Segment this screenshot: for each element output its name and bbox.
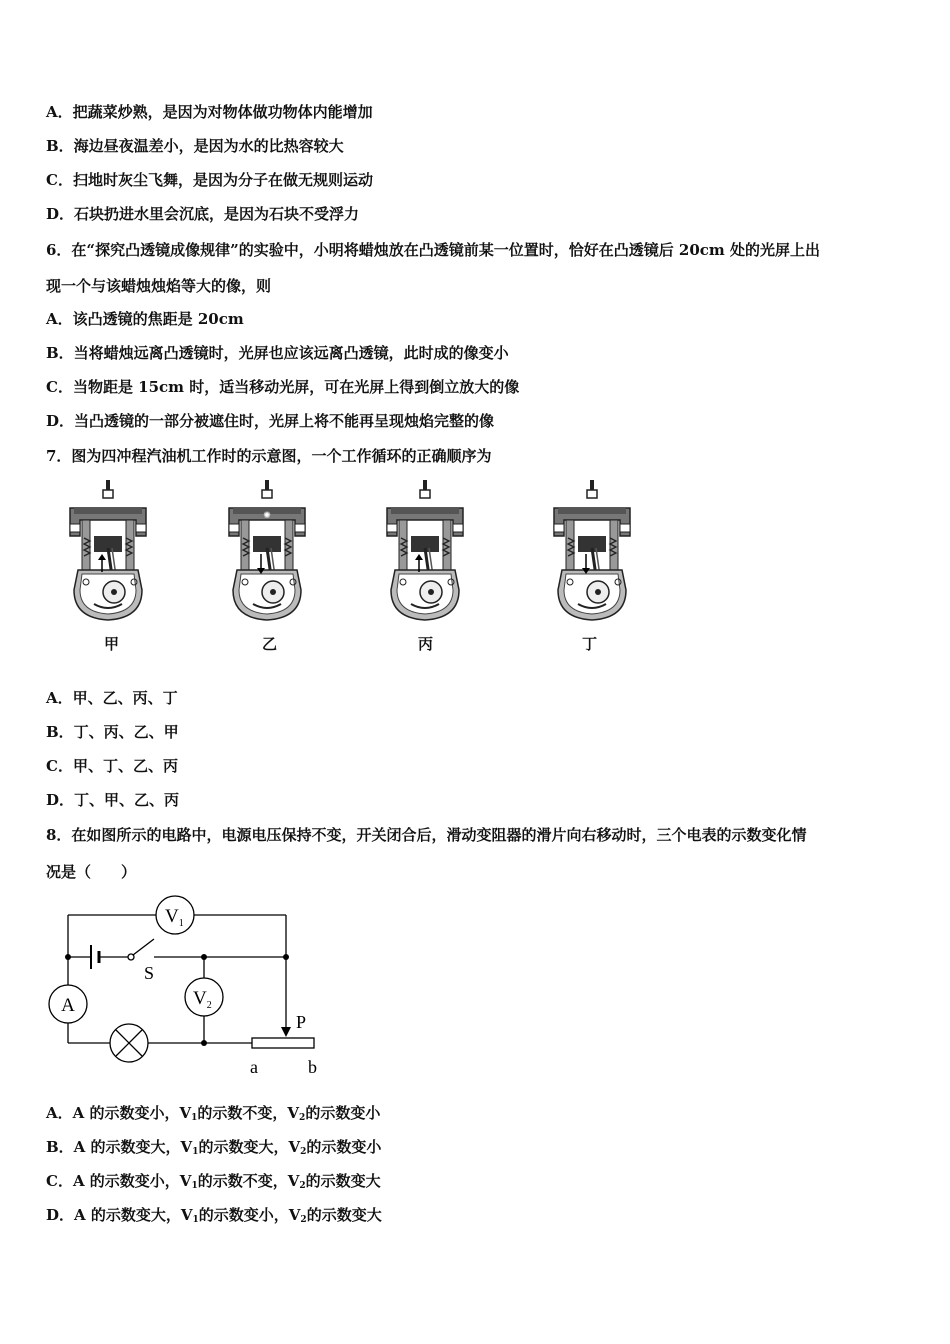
q5-option-b: B．海边昼夜温差小，是因为水的比热容较大 [46,137,344,155]
slider-label: P [296,1012,307,1032]
engine-bing [387,480,463,620]
rheostat-end-a: a [250,1057,258,1077]
q6-stem-line1: 6．在“探究凸透镜成像规律”的实验中，小明将蜡烛放在凸透镜前某一位置时，恰好在凸透镜后 20cm 处的光屏上出 [46,241,821,259]
q8-option-b: B．A 的示数变大，$V_1$的示数变大，$V_2$的示数变小 [46,1138,382,1157]
q7-option-d: D．丁、甲、乙、丙 [46,791,180,809]
caption-ding: 丁 [582,635,598,653]
q6-option-a: A．该凸透镜的焦距是 20cm [46,310,244,328]
q6-option-d: D．当凸透镜的一部分被遮住时，光屏上将不能再呈现烛焰完整的像 [46,412,495,430]
switch-label: S [144,963,155,983]
engine-strokes-figure [0,478,950,628]
ammeter-label: A [61,995,75,1016]
q6-stem-line2: 现一个与该蜡烛烛焰等大的像，则 [46,277,272,295]
caption-yi: 乙 [262,635,278,653]
q7-option-a: A．甲、乙、丙、丁 [46,689,178,707]
slider-arrow-icon [281,1027,291,1037]
q5-option-a: A．把蔬菜炒熟，是因为对物体做功物体内能增加 [46,103,373,121]
q8-stem-line2: 况是（ ） [46,863,137,881]
q7-stem: 7．图为四冲程汽油机工作时的示意图，一个工作循环的正确顺序为 [46,447,492,465]
q7-option-b: B．丁、丙、乙、甲 [46,723,179,741]
q8-stem-line1: 8．在如图所示的电路中，电源电压保持不变，开关闭合后，滑动变阻器的滑片向右移动时，三个电表的示数变化情 [46,826,807,844]
v2-sub: 2 [206,1000,212,1011]
circuit-diagram [40,893,340,1083]
q7-option-c: C．甲、丁、乙、丙 [46,757,178,775]
caption-jia: 甲 [104,635,120,653]
v1-label: V [165,906,179,927]
rheostat-end-b: b [308,1057,317,1077]
q5-option-d: D．石块扔进水里会沉底，是因为石块不受浮力 [46,205,360,223]
q8-option-d: D．A 的示数变大，$V_1$的示数变小，$V_2$的示数变大 [46,1206,382,1225]
q8-option-c: C．A 的示数变小，$V_1$的示数不变，$V_2$的示数变大 [46,1172,381,1191]
q6-option-c: C．当物距是 15cm 时，适当移动光屏，可在光屏上得到倒立放大的像 [46,378,520,396]
svg-text:✺: ✺ [263,511,271,521]
q8-option-a: A．A 的示数变小，$V_1$的示数不变，$V_2$的示数变小 [46,1104,381,1123]
q5-option-c: C．扫地时灰尘飞舞，是因为分子在做无规则运动 [46,171,373,189]
engine-ding [554,480,630,620]
caption-bing: 丙 [418,635,434,653]
engine-jia [70,480,146,620]
engine-yi [229,480,305,620]
q6-option-b: B．当将蜡烛远离凸透镜时，光屏也应该远离凸透镜，此时成的像变小 [46,344,509,362]
rheostat [252,1038,314,1048]
v1-sub: 1 [178,918,184,929]
v2-label: V [193,988,207,1009]
